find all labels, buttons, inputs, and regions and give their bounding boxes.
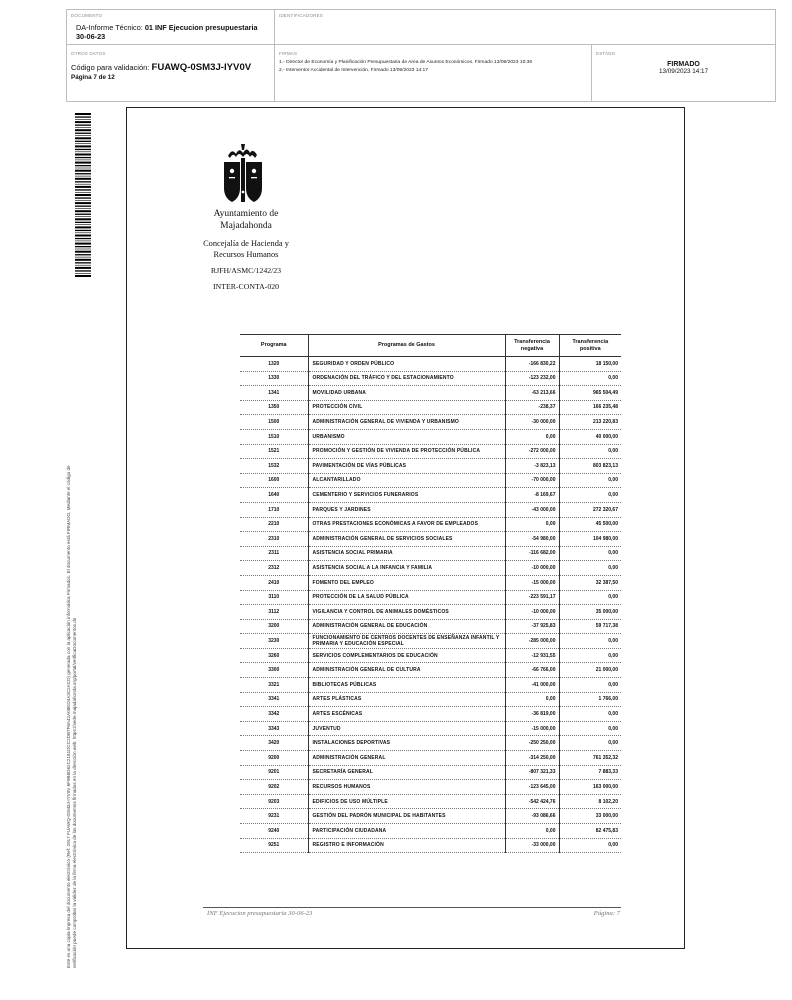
footer-page-number: Página: 7 [593,910,620,917]
identificadores-label: IDENTIFICADORES [279,13,324,18]
validation-code [71,62,270,73]
table-row [240,502,621,517]
table-row [240,619,621,634]
row-program-code: 9251 [240,838,308,853]
table-row [240,400,621,415]
row-positive-transfer: 0,00 [559,473,621,488]
row-program-code: 3260 [240,648,308,663]
row-positive-transfer: 163 000,00 [559,780,621,795]
barcode-bar [75,113,91,115]
row-program-name: REGISTRO E INFORMACIÓN [308,838,505,853]
barcode-bar [75,206,91,207]
row-program-code: 9201 [240,765,308,780]
barcode-bar [75,119,91,120]
row-program-name: ADMINISTRACIÓN GENERAL DE VIVIENDA Y URBANISMO [308,415,505,430]
row-negative-transfer: -3 823,13 [505,459,559,474]
row-positive-transfer: 0,00 [559,838,621,853]
row-program-code: 9202 [240,780,308,795]
barcode-bar [75,257,91,258]
row-program-name: PROTECCIÓN CIVIL [308,400,505,415]
row-negative-transfer: -93 086,66 [505,809,559,824]
barcode-bar [75,273,91,274]
row-program-name: CEMENTERIO Y SERVICIOS FUNERARIOS [308,488,505,503]
row-program-code: 1320 [240,357,308,372]
row-program-code: 3200 [240,619,308,634]
estado-label: ESTADO [596,51,616,56]
documento-name: 01 INF Ejecucion presupuestaria 30-06-23 [76,23,258,41]
row-program-name: SECRETARÍA GENERAL [308,765,505,780]
row-program-code: 9200 [240,751,308,766]
barcode-bar [75,267,91,269]
barcode-bar [75,176,91,177]
table-row [240,590,621,605]
row-program-name: ADMINISTRACIÓN GENERAL DE CULTURA [308,663,505,678]
barcode-bar [75,224,91,225]
row-positive-transfer: 82 475,83 [559,824,621,839]
row-negative-transfer: -12 931,55 [505,648,559,663]
table-row [240,488,621,503]
firmas-cell [275,45,592,101]
barcode-bar [75,216,91,217]
row-positive-transfer: 0,00 [559,590,621,605]
row-positive-transfer: 965 504,49 [559,386,621,401]
row-negative-transfer: -41 000,00 [505,678,559,693]
row-negative-transfer: -43 000,00 [505,502,559,517]
barcode-bar [75,208,91,209]
barcode-bar [75,241,91,242]
row-negative-transfer: -123 645,00 [505,780,559,795]
row-program-name: ADMINISTRACIÓN GENERAL [308,751,505,766]
row-positive-transfer: 0,00 [559,444,621,459]
table-row [240,692,621,707]
barcode-bar [75,135,91,136]
row-program-name: GESTIÓN DEL PADRÓN MUNICIPAL DE HABITANTES [308,809,505,824]
row-positive-transfer: 0,00 [559,648,621,663]
row-positive-transfer: 803 823,13 [559,459,621,474]
barcode-bar [75,192,91,193]
barcode-bar [75,230,91,231]
table-row [240,838,621,853]
barcode-bar [75,141,91,142]
barcode-bar [75,143,91,144]
org-ref-2: INTER-CONTA-020 [212,282,280,291]
row-program-code: 1532 [240,459,308,474]
row-program-name: PROMOCIÓN Y GESTIÓN DE VIVIENDA DE PROTECCIÓN PÚBLICA [308,444,505,459]
barcode-bar [75,262,91,263]
row-positive-transfer: 40 000,00 [559,429,621,444]
row-positive-transfer: 213 220,83 [559,415,621,430]
table-row [240,386,621,401]
table-row [240,357,621,372]
row-negative-transfer: -314 250,00 [505,751,559,766]
row-negative-transfer: -54 980,00 [505,532,559,547]
row-program-name: INSTALACIONES DEPORTIVAS [308,736,505,751]
row-program-code: 1600 [240,473,308,488]
table-row [240,751,621,766]
barcode-bar [75,116,91,117]
table-row [240,444,621,459]
table-row [240,459,621,474]
barcode-bar [75,154,91,156]
row-program-code: 1350 [240,400,308,415]
col-transferencia-positiva [559,335,621,357]
row-program-code: 3300 [240,663,308,678]
table-row [240,780,621,795]
row-program-code: 1510 [240,429,308,444]
otros-datos-label: OTROS DATOS [71,51,106,56]
row-negative-transfer: -542 424,76 [505,794,559,809]
row-program-code: 2311 [240,546,308,561]
row-positive-transfer: 0,00 [559,634,621,649]
table-row [240,605,621,620]
row-negative-transfer: 0,00 [505,517,559,532]
firma-2: 2.- Interventor Accidental de Intervención. Firmado 13/09/2023 14:17 [279,67,428,73]
row-positive-transfer: 8 102,20 [559,794,621,809]
row-negative-transfer: -63 213,66 [505,386,559,401]
row-negative-transfer: 0,00 [505,429,559,444]
row-program-name: JUVENTUD [308,721,505,736]
row-program-code: 2210 [240,517,308,532]
row-program-name: ALCANTARILLADO [308,473,505,488]
row-positive-transfer: 33 000,00 [559,809,621,824]
barcode-bar [75,233,91,234]
barcode-bar [75,149,91,150]
transfers-table [240,334,621,853]
row-positive-transfer: 59 717,38 [559,619,621,634]
barcode-bar [75,202,91,204]
barcode-bar [75,184,91,185]
row-negative-transfer: -223 591,17 [505,590,559,605]
row-program-code: 3420 [240,736,308,751]
barcode-bar [75,249,91,250]
row-positive-transfer: 104 980,00 [559,532,621,547]
estado-value: FIRMADO [667,61,700,68]
row-negative-transfer: -10 000,00 [505,561,559,576]
validation-code-label: Código para validación: [71,63,150,72]
row-program-code: 3110 [240,590,308,605]
row-positive-transfer: 0,00 [559,546,621,561]
barcode-bar [75,160,91,161]
side-text-line-1: Este es una copia impresa del documento electrónico (Ref: 2917 FUAWQ-0SM3J-IYV0V 6F9B8D62C2181DCC2DB7F6A42A08ED4A3C2ACD) generada con la aplicación informática Firmadoc. El documento está FIRMADO. Mediante el código de [66,465,71,968]
barcode-bar [75,194,91,196]
footer-document-name: INF Ejecucion presupuestaria 30-06-23 [207,910,313,917]
row-program-code: 2310 [240,532,308,547]
row-program-name: EDIFICIOS DE USO MÚLTIPLE [308,794,505,809]
verification-side-text [66,298,79,968]
org-ref-1: RJFH/ASMC/1242/23 [210,266,282,275]
barcode-bar [75,275,91,277]
barcode-bar [75,157,91,158]
table-row [240,765,621,780]
table-row [240,648,621,663]
col-programa: Programa [240,335,308,357]
row-program-name: PROTECCIÓN DE LA SALUD PÚBLICA [308,590,505,605]
row-negative-transfer: 0,00 [505,692,559,707]
row-negative-transfer: -272 000,00 [505,444,559,459]
row-program-code: 1521 [240,444,308,459]
neg-header-line-2: negativa [520,345,544,352]
row-positive-transfer: 7 883,33 [559,765,621,780]
table-row [240,736,621,751]
barcode-bar [75,125,91,126]
table-row [240,371,621,386]
pos-header-line-1: Transferencia [572,338,609,345]
row-negative-transfer: -807 321,33 [505,765,559,780]
footer-rule [203,907,621,908]
table-row [240,546,621,561]
row-negative-transfer: -30 000,00 [505,415,559,430]
row-negative-transfer: -285 000,00 [505,634,559,649]
row-program-code: 1640 [240,488,308,503]
table-row [240,561,621,576]
row-program-name: ARTES ESCÉNICAS [308,707,505,722]
table-row [240,721,621,736]
barcode-bar [75,254,91,255]
row-program-code: 1330 [240,371,308,386]
row-program-name: SEGURIDAD Y ORDEN PÚBLICO [308,357,505,372]
barcode-bar [75,243,91,245]
barcode-bar [75,121,91,123]
table-row [240,517,621,532]
barcode-bar [75,235,91,237]
barcode [75,113,91,277]
row-program-code: 3230 [240,634,308,649]
identificadores-cell [275,10,775,45]
org-block [186,209,306,291]
barcode-bar [75,270,91,271]
validation-code-value[interactable]: FUAWQ-0SM3J-IYV0V [151,62,252,73]
row-program-name: FUNCIONAMIENTO DE CENTROS DOCENTES DE ENSEÑANZA INFANTIL Y PRIMARIA Y EDUCACIÓN ESPECIAL [308,634,505,649]
row-program-name: ADMINISTRACIÓN GENERAL DE EDUCACIÓN [308,619,505,634]
barcode-bar [75,162,91,164]
table-row [240,663,621,678]
pos-header-line-2: positiva [579,345,601,352]
row-program-name: ASISTENCIA SOCIAL A LA INFANCIA Y FAMILIA [308,561,505,576]
row-program-name: ORDENACIÓN DEL TRÁFICO Y DEL ESTACIONAMIENTO [308,371,505,386]
table-row [240,575,621,590]
documento-title [71,23,270,41]
row-positive-transfer: 272 320,67 [559,502,621,517]
estado-cell [592,45,775,101]
barcode-bar [75,168,91,169]
row-positive-transfer: 35 000,00 [559,605,621,620]
row-program-name: VIGILANCIA Y CONTROL DE ANIMALES DOMÉSTICOS [308,605,505,620]
col-transferencia-negativa [505,335,559,357]
table-row [240,707,621,722]
row-positive-transfer: 0,00 [559,707,621,722]
row-positive-transfer: 0,00 [559,488,621,503]
col-programas-gastos: Programas de Gastos [308,335,505,357]
otros-datos-cell [67,45,275,101]
estado-date: 13/09/2023 14:17 [658,68,709,75]
row-program-name: PARQUES Y JARDINES [308,502,505,517]
coat-of-arms-logo [222,144,264,206]
org-dept-line-2: Recursos Humanos [213,250,279,259]
row-negative-transfer: -10 000,00 [505,605,559,620]
row-negative-transfer: -37 925,83 [505,619,559,634]
row-program-code: 3321 [240,678,308,693]
barcode-bar [75,200,91,201]
barcode-bar [75,218,91,220]
row-negative-transfer: -166 830,22 [505,357,559,372]
barcode-bar [75,173,91,174]
row-program-code: 9203 [240,794,308,809]
row-program-code: 1710 [240,502,308,517]
row-program-name: RECURSOS HUMANOS [308,780,505,795]
row-program-code: 3342 [240,707,308,722]
documento-prefix: DA-Informe Técnico: [76,23,143,32]
barcode-bar [75,181,91,182]
table-row [240,634,621,649]
row-positive-transfer: 1 766,00 [559,692,621,707]
table-row [240,532,621,547]
row-positive-transfer: 0,00 [559,371,621,386]
barcode-bar [75,251,91,253]
row-positive-transfer: 0,00 [559,561,621,576]
table-row [240,429,621,444]
barcode-bar [75,178,91,180]
row-program-name: FOMENTO DEL EMPLEO [308,575,505,590]
row-negative-transfer: -8 169,67 [505,488,559,503]
row-negative-transfer: -33 000,00 [505,838,559,853]
row-negative-transfer: -116 682,00 [505,546,559,561]
row-positive-transfer: 18 150,00 [559,357,621,372]
table-row [240,809,621,824]
table-header-row [240,335,621,357]
table-body [240,357,621,853]
row-program-name: OTRAS PRESTACIONES ECONÓMICAS A FAVOR DE EMPLEADOS [308,517,505,532]
row-negative-transfer: -66 766,00 [505,663,559,678]
row-program-name: PARTICIPACIÓN CIUDADANA [308,824,505,839]
row-program-name: ADMINISTRACIÓN GENERAL DE SERVICIOS SOCIALES [308,532,505,547]
row-program-name: BIBLIOTECAS PÚBLICAS [308,678,505,693]
row-program-name: ASISTENCIA SOCIAL PRIMARIA [308,546,505,561]
org-dept-line-1: Concejalía de Hacienda y [203,239,289,248]
barcode-bar [75,152,91,153]
row-negative-transfer: -250 250,00 [505,736,559,751]
row-negative-transfer: -36 819,00 [505,707,559,722]
table-row [240,794,621,809]
signature-header [66,9,776,102]
org-name-line-1: Ayuntamiento de [213,209,279,219]
barcode-bar [75,214,91,215]
row-program-code: 9231 [240,809,308,824]
row-negative-transfer: -70 000,00 [505,473,559,488]
barcode-bar [75,197,91,198]
barcode-bar [75,222,91,223]
firmas-label: FIRMAS [279,51,298,56]
row-program-code: 9240 [240,824,308,839]
page-count: Página 7 de 12 [71,74,115,81]
row-positive-transfer: 0,00 [559,721,621,736]
row-program-name: ARTES PLÁSTICAS [308,692,505,707]
barcode-bar [75,145,91,147]
row-negative-transfer: -15 000,00 [505,721,559,736]
row-program-code: 3112 [240,605,308,620]
row-program-code: 3343 [240,721,308,736]
row-program-code: 2312 [240,561,308,576]
barcode-bar [75,210,91,212]
row-program-code: 2410 [240,575,308,590]
barcode-bar [75,265,91,266]
row-negative-transfer: 0,00 [505,824,559,839]
row-positive-transfer: 761 352,32 [559,751,621,766]
row-positive-transfer: 0,00 [559,678,621,693]
documento-label: DOCUMENTO [71,13,103,18]
row-negative-transfer: -238,37 [505,400,559,415]
table-row [240,678,621,693]
barcode-bar [75,170,91,172]
barcode-bar [75,238,91,239]
row-program-name: PAVIMENTACIÓN DE VÍAS PÚBLICAS [308,459,505,474]
row-positive-transfer: 32 387,50 [559,575,621,590]
barcode-bar [75,165,91,166]
row-program-name: SERVICIOS COMPLEMENTARIOS DE EDUCACIÓN [308,648,505,663]
barcode-bar [75,129,91,131]
row-positive-transfer: 45 500,00 [559,517,621,532]
documento-cell [67,10,275,45]
org-name-line-2: Majadahonda [220,220,272,231]
barcode-bar [75,127,91,128]
row-positive-transfer: 21 000,00 [559,663,621,678]
barcode-bar [75,189,91,190]
neg-header-line-1: Transferencia [514,338,550,345]
row-program-code: 3341 [240,692,308,707]
row-program-name: MOVILIDAD URBANA [308,386,505,401]
side-text-line-2: verificación puede comprobar la validez de la firma electrónica de los documentos firmados en la dirección web: https://sede.majadahonda.org/portal/verificaDocumentos.do [72,617,78,968]
table-row [240,824,621,839]
row-program-code: 1500 [240,415,308,430]
row-program-code: 1341 [240,386,308,401]
row-program-name: URBANISMO [308,429,505,444]
barcode-bar [75,259,91,261]
barcode-bar [75,137,91,139]
row-positive-transfer: 166 235,48 [559,400,621,415]
barcode-bar [75,133,91,134]
barcode-bar [75,186,91,188]
row-negative-transfer: -123 232,00 [505,371,559,386]
table-row [240,415,621,430]
row-negative-transfer: -15 000,00 [505,575,559,590]
firma-1: 1.- Director de Economía y Planificación Presupuestaria de Area de Asuntos Económicos. Firmado 13/09/2023 10:36 [279,60,533,65]
row-positive-transfer: 0,00 [559,736,621,751]
table-row [240,473,621,488]
barcode-bar [75,226,91,228]
barcode-bar [75,246,91,247]
